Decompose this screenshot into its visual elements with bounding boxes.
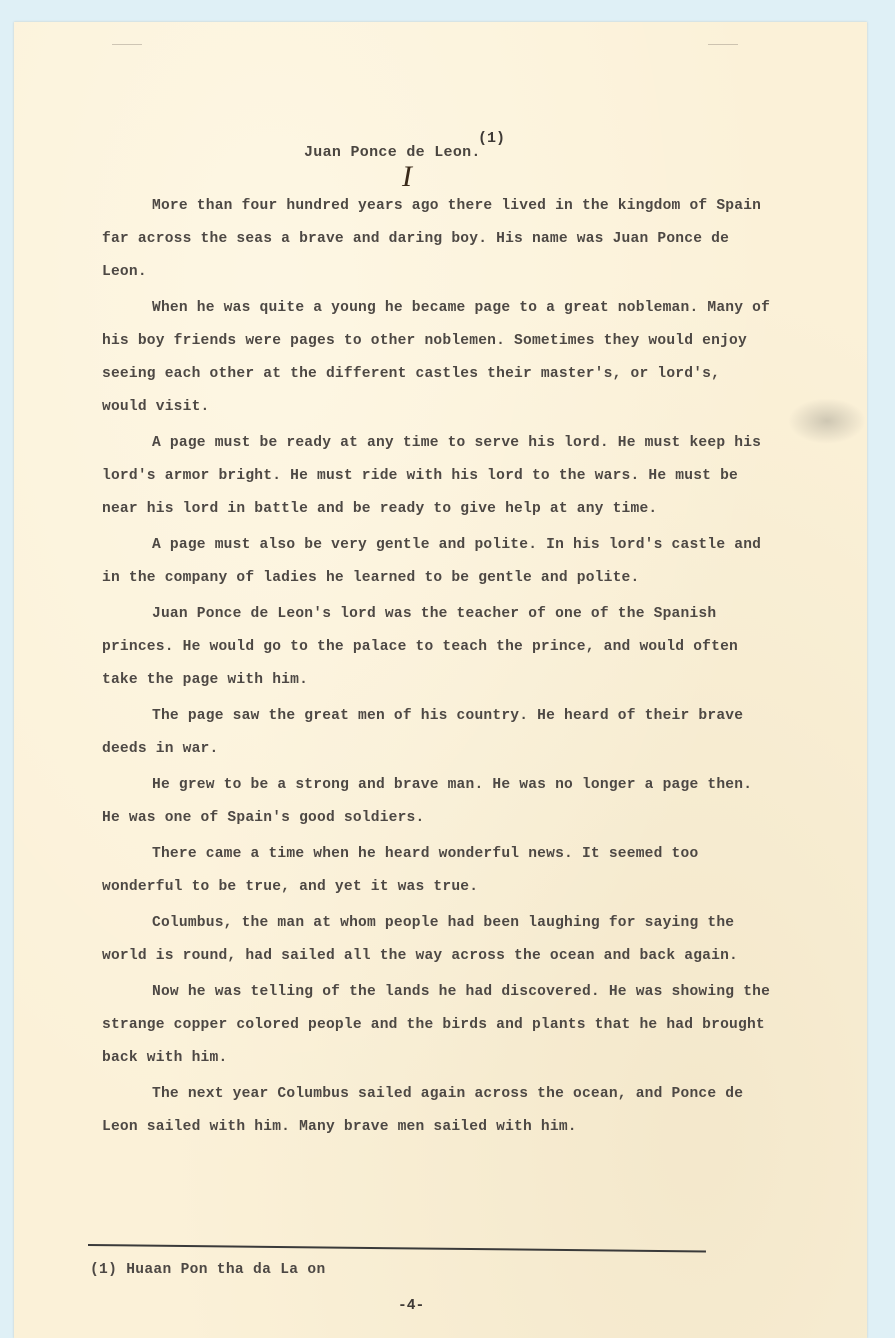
paragraph: When he was quite a young he became page to a great nobleman. Many of his boy friends were pages to other noblemen. Sometimes they would enjoy seeing each other at the different castles their master's, or lord's, would visit.: [102, 300, 771, 415]
footnote-divider: [88, 1244, 706, 1252]
page-edge-mark: [708, 44, 738, 45]
page-title: Juan Ponce de Leon.: [304, 144, 481, 161]
paragraph: A page must also be very gentle and polite. In his lord's castle and in the company of ladies he learned to be gentle and polite.: [102, 537, 762, 586]
paragraph: He grew to be a strong and brave man. He was no longer a page then. He was one of Spain's good soldiers.: [102, 777, 753, 826]
paper-smudge: [788, 398, 866, 444]
paragraph: More than four hundred years ago there lived in the kingdom of Spain far across the seas a brave and daring boy. His name was Juan Ponce de Leon.: [102, 198, 762, 280]
page-number: -4-: [398, 1298, 425, 1314]
page-edge-mark: [112, 44, 142, 45]
chapter-numeral: I: [402, 160, 412, 193]
paragraph: A page must be ready at any time to serve his lord. He must keep his lord's armor bright. He must ride with his lord to the wars. He must be near his lord in battle and be ready to give help at any time.: [102, 435, 762, 517]
typewritten-page: [14, 22, 867, 1338]
body-text: [102, 190, 772, 1147]
paragraph: The page saw the great men of his country. He heard of their brave deeds in war.: [102, 708, 744, 757]
paragraph: Juan Ponce de Leon's lord was the teacher of one of the Spanish princes. He would go to the palace to teach the prince, and would often take the page with him.: [102, 606, 738, 688]
paragraph: There came a time when he heard wonderful news. It seemed too wonderful to be true, and yet it was true.: [102, 846, 699, 895]
paragraph: Now he was telling of the lands he had discovered. He was showing the strange copper colored people and the birds and plants that he had brought back with him.: [102, 984, 771, 1066]
footnote-marker: (1): [478, 130, 506, 147]
paragraph: The next year Columbus sailed again across the ocean, and Ponce de Leon sailed with him. Many brave men sailed with him.: [102, 1086, 744, 1135]
paragraph: Columbus, the man at whom people had been laughing for saying the world is round, had sailed all the way across the ocean and back again.: [102, 915, 738, 964]
footnote-text: (1) Huaan Pon tha da La on: [90, 1262, 326, 1278]
